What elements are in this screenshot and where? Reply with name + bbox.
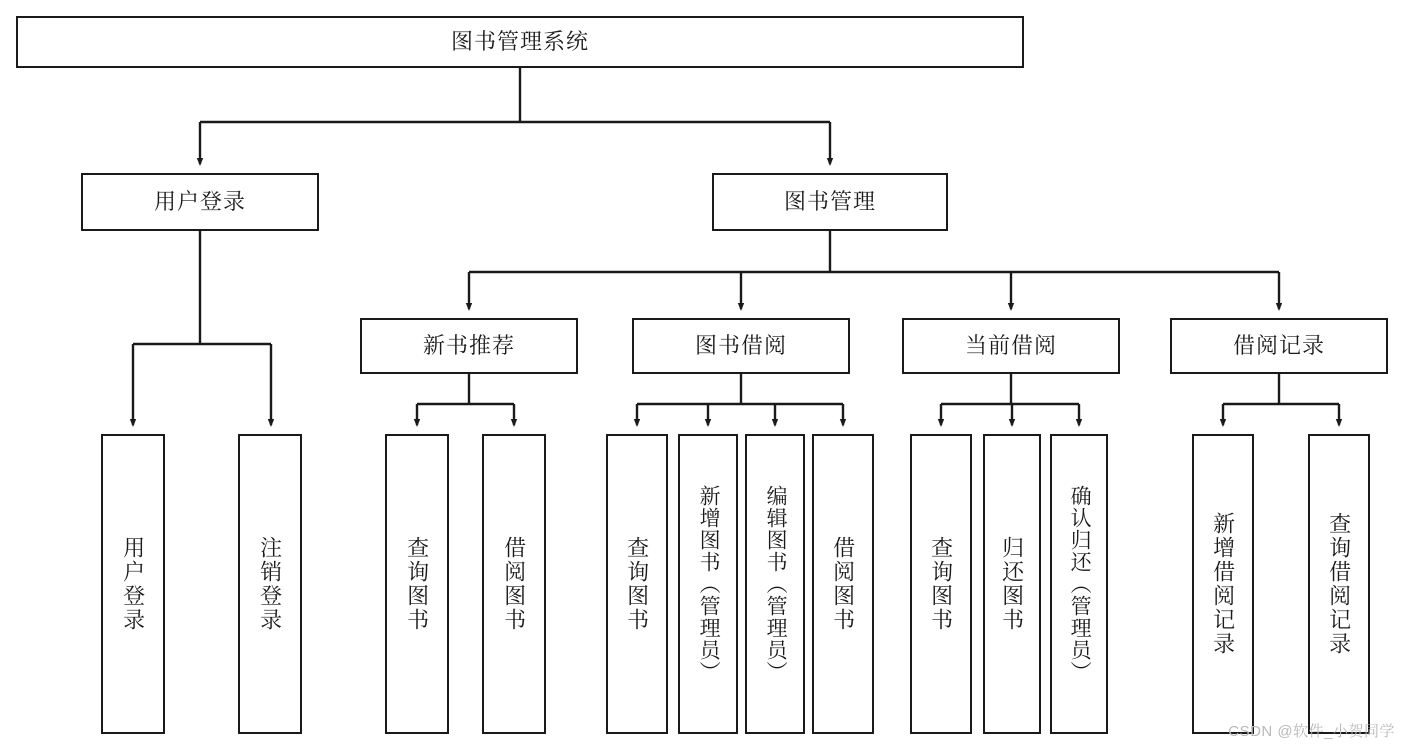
- node-leaf-query-borrow-record[interactable]: 查询借阅记录: [1308, 434, 1370, 734]
- node-leaf-search-book-new[interactable]: 查询图书: [385, 434, 449, 734]
- node-leaf-search-book-borrow[interactable]: 查询图书: [606, 434, 668, 734]
- node-current-borrow[interactable]: 当前借阅: [902, 318, 1120, 374]
- node-leaf-edit-book-admin[interactable]: 编辑图书（管理员）: [745, 434, 805, 734]
- node-user-login[interactable]: 用户登录: [81, 173, 319, 231]
- node-leaf-confirm-return-admin[interactable]: 确认归还（管理员）: [1050, 434, 1108, 734]
- node-book-management[interactable]: 图书管理: [712, 173, 948, 231]
- node-leaf-return-book[interactable]: 归还图书: [983, 434, 1041, 734]
- node-leaf-user-login[interactable]: 用户登录: [101, 434, 165, 734]
- node-leaf-borrow-book[interactable]: 借阅图书: [812, 434, 874, 734]
- node-leaf-search-book-current[interactable]: 查询图书: [910, 434, 972, 734]
- node-leaf-borrow-book-new[interactable]: 借阅图书: [482, 434, 546, 734]
- node-borrow-records[interactable]: 借阅记录: [1170, 318, 1388, 374]
- node-book-borrow[interactable]: 图书借阅: [632, 318, 850, 374]
- node-leaf-add-borrow-record[interactable]: 新增借阅记录: [1192, 434, 1254, 734]
- node-leaf-logout[interactable]: 注销登录: [238, 434, 302, 734]
- node-new-book-recommend[interactable]: 新书推荐: [360, 318, 578, 374]
- node-leaf-add-book-admin[interactable]: 新增图书（管理员）: [678, 434, 738, 734]
- node-root[interactable]: 图书管理系统: [16, 16, 1024, 68]
- watermark-text: CSDN @软件_小贺同学: [1228, 723, 1395, 740]
